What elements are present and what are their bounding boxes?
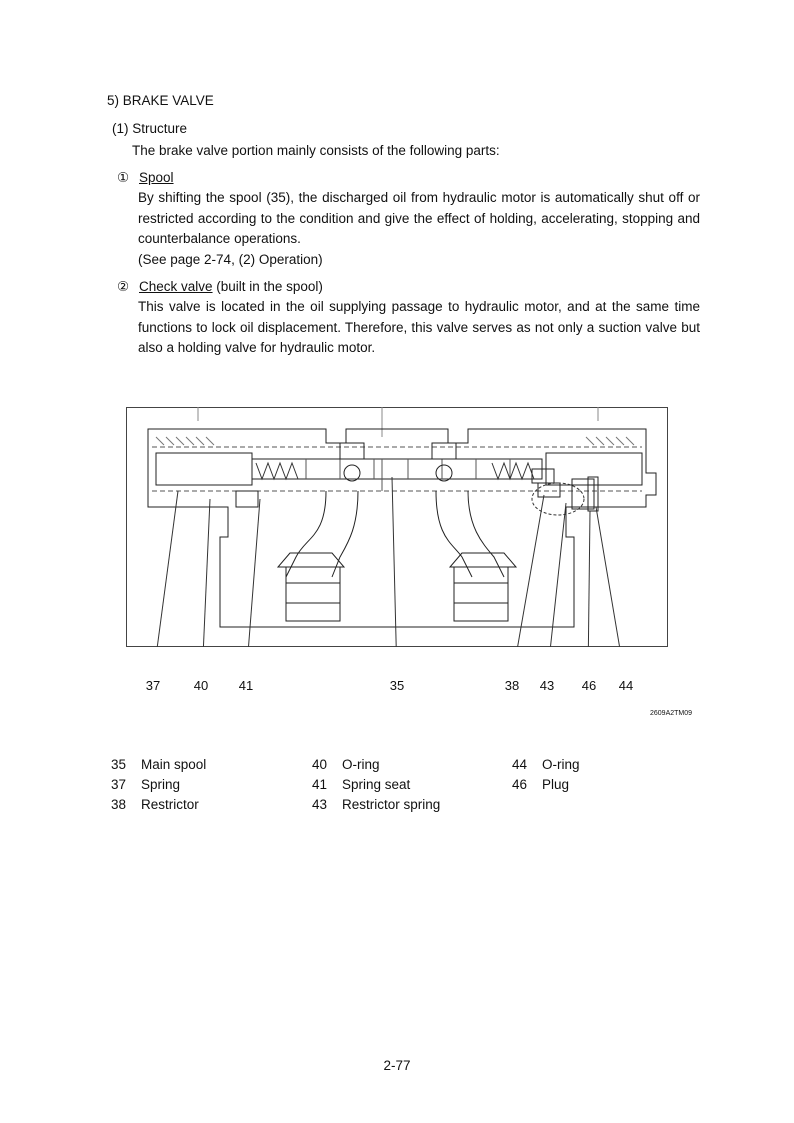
part-name: Spring	[141, 777, 181, 792]
list-item	[111, 777, 180, 792]
item-check-valve-body	[138, 297, 700, 359]
body-paragraph: By shifting the spool (35), the discharged oil from hydraulic motor is automatically shut off or restricted according to the condition and give the effect of holding, accelerating, stopping and counterbalance operations.	[138, 190, 700, 246]
part-number: 41	[312, 777, 328, 792]
item-number: ①	[117, 170, 130, 185]
item-check-valve-heading	[117, 279, 323, 295]
list-item	[111, 797, 199, 812]
body-paragraph: This valve is located in the oil supplying passage to hydraulic motor, and at the same time functions to lock oil displacement. Therefore, this valve serves as not only a suction valve but also a holding valve for hydraulic motor.	[138, 299, 700, 355]
part-number: 46	[512, 777, 528, 792]
callout-label: 38	[504, 678, 520, 693]
list-item	[512, 757, 580, 772]
part-number: 43	[312, 797, 328, 812]
page-number: 2-77	[383, 1058, 411, 1073]
item-spool-heading	[117, 170, 174, 186]
part-number: 40	[312, 757, 328, 772]
part-name: Plug	[542, 777, 570, 792]
part-name: Restrictor spring	[342, 797, 441, 812]
figure-id: 2609A2TM09	[650, 710, 693, 717]
intro-text: The brake valve portion mainly consists of the following parts:	[132, 143, 500, 158]
part-name: Restrictor	[141, 797, 199, 812]
callout-label: 41	[238, 678, 254, 693]
figure-callouts	[126, 646, 668, 706]
item-title: Spool	[139, 170, 174, 185]
list-item	[512, 777, 569, 792]
list-item	[312, 757, 380, 772]
list-item	[312, 797, 440, 812]
part-name: O-ring	[342, 757, 380, 772]
callout-label: 40	[193, 678, 209, 693]
list-item	[312, 777, 410, 792]
part-name: Spring seat	[342, 777, 411, 792]
list-item	[111, 757, 206, 772]
callout-label: 44	[618, 678, 634, 693]
body-paragraph: (See page 2-74, (2) Operation)	[138, 251, 323, 267]
part-name: O-ring	[542, 757, 580, 772]
callout-label: 46	[581, 678, 597, 693]
item-title: Check valve	[139, 279, 213, 294]
part-number: 35	[111, 757, 127, 772]
part-number: 38	[111, 797, 127, 812]
brake-valve-drawing	[126, 407, 668, 647]
part-number: 44	[512, 757, 528, 772]
section-heading: 5) BRAKE VALVE	[107, 93, 214, 108]
callout-label: 43	[539, 678, 555, 693]
part-number: 37	[111, 777, 127, 792]
subsection-heading: (1) Structure	[112, 121, 188, 136]
item-spool-body	[138, 188, 700, 270]
item-number: ②	[117, 279, 130, 294]
item-suffix: (built in the spool)	[212, 279, 323, 294]
callout-label: 35	[389, 678, 405, 693]
part-name: Main spool	[141, 757, 207, 772]
callout-label: 37	[145, 678, 161, 693]
